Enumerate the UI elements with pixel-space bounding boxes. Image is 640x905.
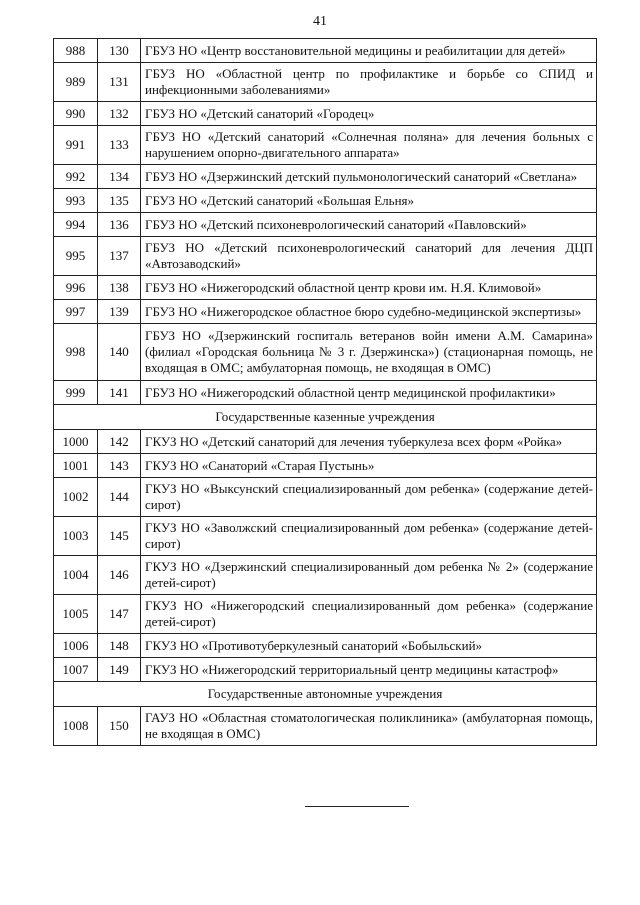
institution-name-cell: ГКУЗ НО «Санаторий «Старая Пустынь» [141,454,597,478]
institution-name-cell: ГКУЗ НО «Детский санаторий для лечения туберкулеза всех форм «Ройка» [141,430,597,454]
row-index-cell: 131 [98,63,141,102]
section-heading-row [54,682,597,707]
row-index-cell: 144 [98,478,141,517]
table-row [54,658,597,682]
end-rule [305,806,409,807]
table-row [54,381,597,405]
section-heading-row [54,405,597,430]
table-row [54,126,597,165]
row-index-cell: 140 [98,324,141,381]
row-index-cell: 148 [98,634,141,658]
table-row [54,237,597,276]
row-number-cell: 997 [54,300,98,324]
row-index-cell: 142 [98,430,141,454]
row-number-cell: 994 [54,213,98,237]
row-number-cell: 995 [54,237,98,276]
institutions-table [53,38,597,746]
table-row [54,213,597,237]
row-number-cell: 999 [54,381,98,405]
row-number-cell: 988 [54,39,98,63]
institution-name-cell: ГБУЗ НО «Детский психоневрологический санаторий «Павловский» [141,213,597,237]
row-number-cell: 1002 [54,478,98,517]
institution-name-cell: ГКУЗ НО «Выксунский специализированный дом ребенка» (содержание детей-сирот) [141,478,597,517]
row-number-cell: 1001 [54,454,98,478]
row-number-cell: 1008 [54,707,98,746]
institution-name-cell: ГКУЗ НО «Заволжский специализированный дом ребенка» (содержание детей-сирот) [141,517,597,556]
row-number-cell: 1004 [54,556,98,595]
institution-name-cell: ГБУЗ НО «Нижегородское областное бюро судебно-медицинской экспертизы» [141,300,597,324]
row-index-cell: 145 [98,517,141,556]
row-index-cell: 136 [98,213,141,237]
institution-name-cell: ГБУЗ НО «Детский психоневрологический санаторий для лечения ДЦП «Автозаводский» [141,237,597,276]
table-row [54,276,597,300]
institution-name-cell: ГКУЗ НО «Нижегородский территориальный центр медицины катастроф» [141,658,597,682]
row-number-cell: 998 [54,324,98,381]
row-index-cell: 146 [98,556,141,595]
table-row [54,300,597,324]
table-row [54,595,597,634]
institution-name-cell: ГБУЗ НО «Детский санаторий «Солнечная поляна» для лечения больных с нарушением опорно-двигательного аппарата» [141,126,597,165]
row-number-cell: 1007 [54,658,98,682]
row-index-cell: 149 [98,658,141,682]
table-row [54,63,597,102]
row-number-cell: 990 [54,102,98,126]
table-row [54,165,597,189]
section-heading: Государственные казенные учреждения [54,405,597,430]
table-row [54,102,597,126]
institution-name-cell: ГБУЗ НО «Детский санаторий «Городец» [141,102,597,126]
institutions-table-body [54,39,597,746]
table-row [54,454,597,478]
row-number-cell: 996 [54,276,98,300]
table-row [54,430,597,454]
row-index-cell: 138 [98,276,141,300]
row-number-cell: 989 [54,63,98,102]
row-number-cell: 991 [54,126,98,165]
row-index-cell: 150 [98,707,141,746]
row-number-cell: 1003 [54,517,98,556]
institution-name-cell: ГБУЗ НО «Нижегородский областной центр медицинской профилактики» [141,381,597,405]
row-index-cell: 137 [98,237,141,276]
row-number-cell: 1006 [54,634,98,658]
row-number-cell: 993 [54,189,98,213]
table-row [54,39,597,63]
institution-name-cell: ГКУЗ НО «Нижегородский специализированный дом ребенка» (содержание детей-сирот) [141,595,597,634]
row-index-cell: 147 [98,595,141,634]
row-index-cell: 133 [98,126,141,165]
section-heading: Государственные автономные учреждения [54,682,597,707]
row-number-cell: 1000 [54,430,98,454]
row-index-cell: 132 [98,102,141,126]
table-row [54,707,597,746]
institution-name-cell: ГКУЗ НО «Противотуберкулезный санаторий «Бобыльский» [141,634,597,658]
table-row [54,517,597,556]
institution-name-cell: ГБУЗ НО «Нижегородский областной центр крови им. Н.Я. Климовой» [141,276,597,300]
institution-name-cell: ГБУЗ НО «Областной центр по профилактике и борьбе со СПИД и инфекционными заболеваниями» [141,63,597,102]
table-row [54,556,597,595]
table-row [54,189,597,213]
institution-name-cell: ГБУЗ НО «Детский санаторий «Большая Ельня» [141,189,597,213]
table-row [54,634,597,658]
table-row [54,478,597,517]
institution-name-cell: ГАУЗ НО «Областная стоматологическая поликлиника» (амбулаторная помощь, не входящая в ОМС) [141,707,597,746]
row-index-cell: 139 [98,300,141,324]
row-index-cell: 141 [98,381,141,405]
row-index-cell: 134 [98,165,141,189]
institution-name-cell: ГБУЗ НО «Центр восстановительной медицины и реабилитации для детей» [141,39,597,63]
row-number-cell: 992 [54,165,98,189]
row-index-cell: 130 [98,39,141,63]
institution-name-cell: ГБУЗ НО «Дзержинский детский пульмонологический санаторий «Светлана» [141,165,597,189]
institution-name-cell: ГБУЗ НО «Дзержинский госпиталь ветеранов войн имени А.М. Самарина» (филиал «Городская больница № 3 г. Дзержинска») (стационарная помощь, не входящая в ОМС; амбулаторная помощь, не входящая в ОМС) [141,324,597,381]
row-index-cell: 135 [98,189,141,213]
page-number: 41 [313,14,327,29]
institution-name-cell: ГКУЗ НО «Дзержинский специализированный дом ребенка № 2» (содержание детей-сирот) [141,556,597,595]
row-index-cell: 143 [98,454,141,478]
table-row [54,324,597,381]
row-number-cell: 1005 [54,595,98,634]
